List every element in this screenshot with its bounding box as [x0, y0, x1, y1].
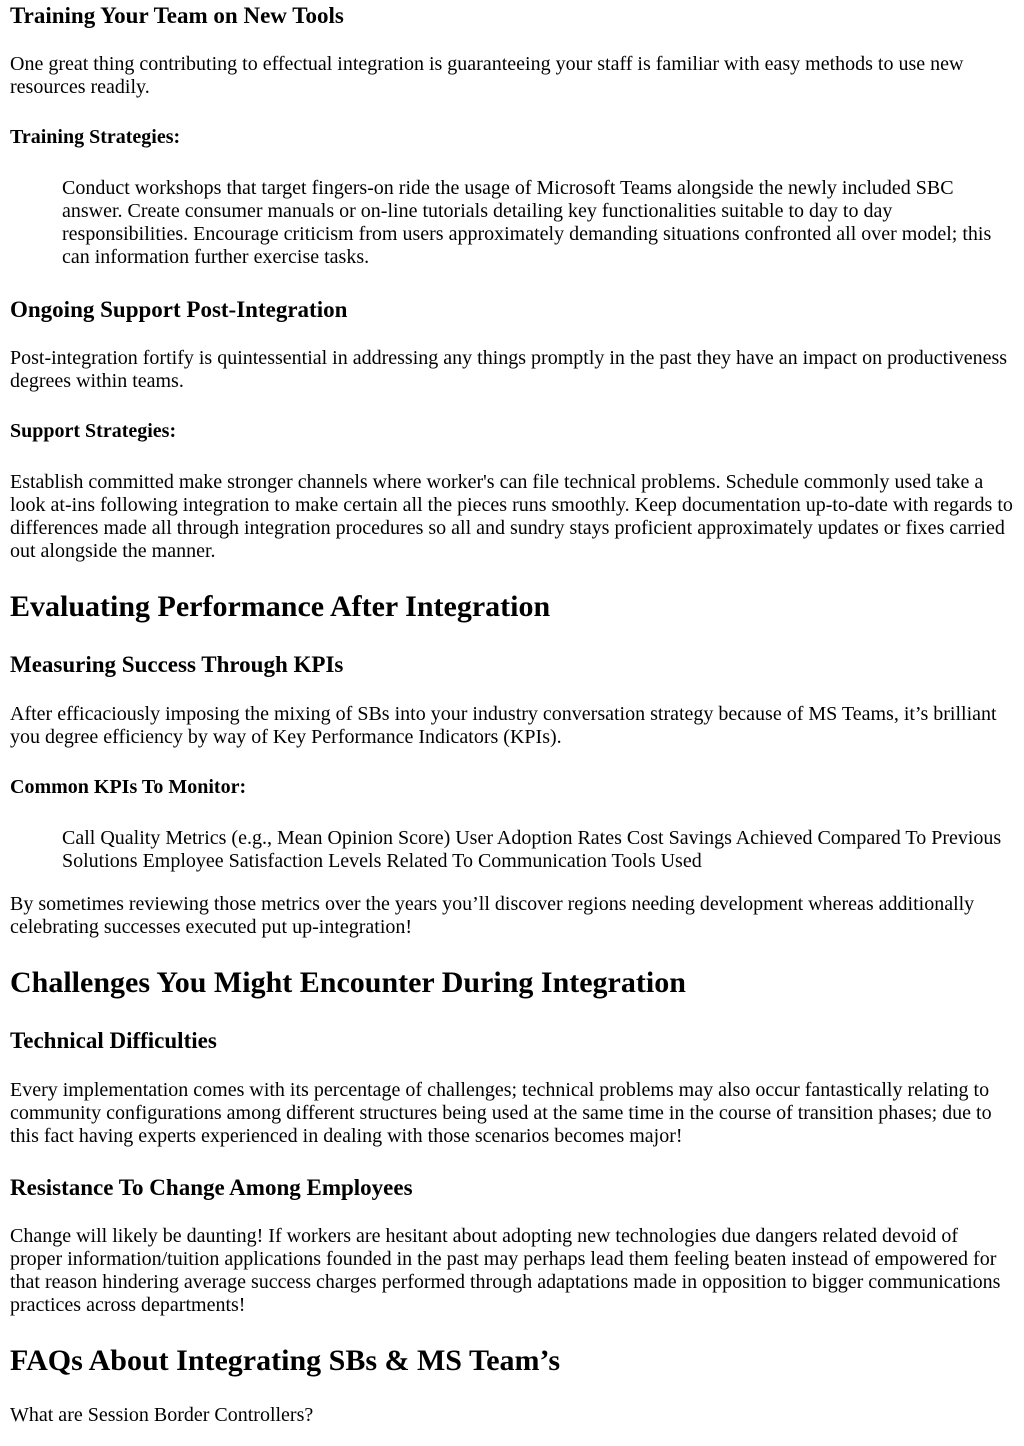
support-strategies-heading: Support Strategies: [10, 420, 177, 442]
support-strategies-text: Establish committed make stronger channels where worker's can file technical problems. Schedule commonly used take a look at-ins following integration to make certain all the pieces runs smoothly. Keep documentation up-to-date with regards to differences made all through integration procedures so all and sundry stays proficient approximately updates or fixes carried out alongside the manner. [10, 471, 1013, 562]
training-heading: Training Your Team on New Tools [10, 3, 344, 28]
resistance-heading: Resistance To Change Among Employees [10, 1175, 413, 1200]
faq-question: What are Session Border Controllers? [10, 1404, 314, 1426]
kpi-list-text: Call Quality Metrics (e.g., Mean Opinion Score) User Adoption Rates Cost Savings Achieved Compared To Previous Solutions Employee Satisfaction Levels Related To Communication Tools Used [62, 827, 1002, 872]
evaluating-heading: Evaluating Performance After Integration [10, 590, 551, 623]
kpi-outro: By sometimes reviewing those metrics over the years you’ll discover regions needing development whereas additionally celebrating successes executed put up-integration! [10, 893, 975, 938]
faq-heading: FAQs About Integrating SBs & MS Team’s [10, 1344, 561, 1377]
training-strategies-heading: Training Strategies: [10, 126, 181, 148]
resistance-text: Change will likely be daunting! If workers are hesitant about adopting new technologies due dangers related devoid of proper information/tuition applications founded in the past may perhaps lead them feeling beaten instead of empowered for that reason hindering average success charges performed through adaptations made in opposition to bigger communications practices across departments! [10, 1225, 1001, 1316]
kpi-list-heading: Common KPIs To Monitor: [10, 776, 247, 798]
kpi-intro: After efficaciously imposing the mixing of SBs into your industry conversation strategy because of MS Teams, it’s brilliant you degree efficiency by way of Key Performance Indicators (KPIs). [10, 703, 997, 748]
challenges-heading: Challenges You Might Encounter During Integration [10, 966, 686, 999]
training-intro: One great thing contributing to effectual integration is guaranteeing your staff is familiar with easy methods to use new resources readily. [10, 53, 964, 98]
technical-text: Every implementation comes with its percentage of challenges; technical problems may also occur fantastically relating to community configurations among different structures being used at the same time in the course of transition phases; due to this fact having experts experienced in dealing with those scenarios becomes major! [10, 1079, 992, 1147]
kpi-heading: Measuring Success Through KPIs [10, 652, 344, 677]
support-heading: Ongoing Support Post-Integration [10, 297, 348, 322]
support-intro: Post-integration fortify is quintessential in addressing any things promptly in the past they have an impact on productiveness degrees within teams. [10, 347, 1008, 392]
technical-heading: Technical Difficulties [10, 1028, 217, 1053]
training-strategies-text: Conduct workshops that target fingers-on ride the usage of Microsoft Teams alongside the newly included SBC answer. Create consumer manuals or on-line tutorials detailing key functionalities suitable to day to day responsibilities. Encourage criticism from users approximately demanding situations confronted all over model; this can information further exercise tasks. [62, 177, 992, 268]
